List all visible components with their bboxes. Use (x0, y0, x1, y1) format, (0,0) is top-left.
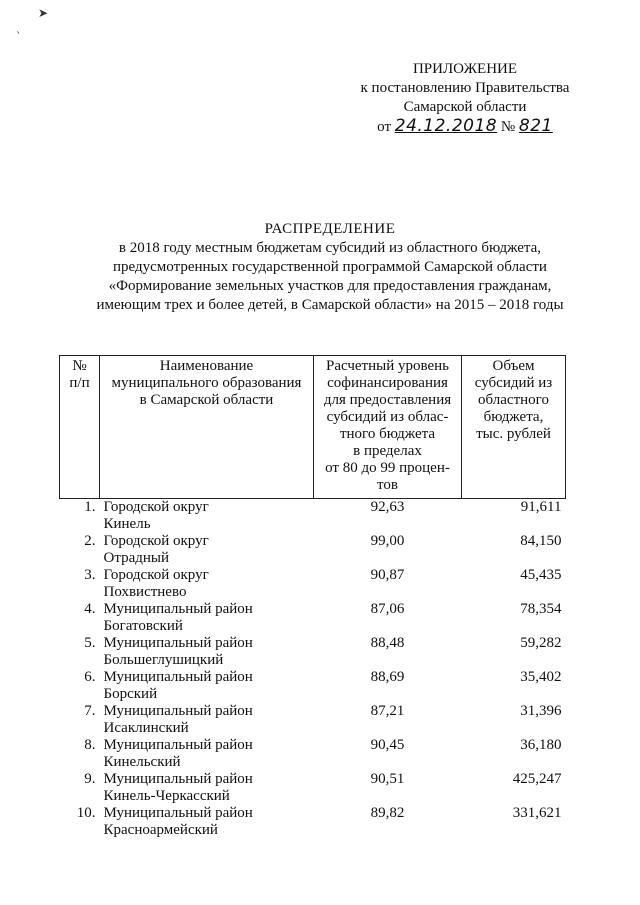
row-name: Муниципальный район Большеглушицкий (103, 635, 253, 668)
heading-line: имеющим трех и более детей, в Самарской области» на 2015 – 2018 годы (96, 297, 564, 313)
header-level: Расчетный уровень софинансирования для предоставления субсидий из облас- тного бюджета в пределах от 80 до 99 процен- тов (314, 356, 462, 499)
appendix-date-line (345, 117, 585, 137)
row-name: Городской округ Похвистнево (103, 567, 209, 600)
row-num: 5. (84, 635, 96, 651)
header-num: № п/п (60, 356, 100, 499)
row-volume: 84,150 (520, 533, 562, 549)
row-level: 87,06 (370, 601, 405, 617)
table-row (60, 669, 566, 703)
row-level: 99,00 (370, 533, 405, 549)
row-volume: 78,354 (520, 601, 562, 617)
scan-mark: ➤ (38, 6, 49, 20)
row-level: 87,21 (370, 703, 405, 719)
handwritten-date: 24.12.2018 (394, 116, 498, 136)
handwritten-number: 821 (518, 116, 553, 136)
distribution-table (59, 355, 566, 839)
table-row (60, 601, 566, 635)
row-name: Городской округ Отрадный (103, 533, 209, 566)
row-num: 9. (84, 771, 96, 787)
row-level: 89,82 (370, 805, 405, 821)
row-num: 3. (84, 567, 96, 583)
row-volume: 36,180 (520, 737, 562, 753)
row-level: 90,51 (370, 771, 405, 787)
row-level: 90,87 (370, 567, 405, 583)
row-level: 88,48 (370, 635, 405, 651)
row-level: 88,69 (370, 669, 405, 685)
row-name: Муниципальный район Исаклинский (103, 703, 253, 736)
row-num: 7. (84, 703, 96, 719)
row-name: Городской округ Кинель (103, 499, 209, 532)
row-name: Муниципальный район Борский (103, 669, 253, 702)
heading-title: РАСПРЕДЕЛЕНИЕ (264, 221, 396, 237)
header-name: Наименование муниципального образования в Самарской области (100, 356, 314, 499)
table-row (60, 771, 566, 805)
row-volume: 31,396 (520, 703, 562, 719)
table-header-row (60, 356, 566, 499)
heading-line: предусмотренных государственной программой Самарской области (113, 259, 547, 275)
table-row (60, 499, 566, 534)
row-name: Муниципальный район Кинель-Черкасский (103, 771, 253, 804)
table-row (60, 567, 566, 601)
row-name: Муниципальный район Богатовский (103, 601, 253, 634)
row-level: 90,45 (370, 737, 405, 753)
appendix-line: Самарской области (403, 99, 527, 115)
row-volume: 59,282 (520, 635, 562, 651)
table-row (60, 635, 566, 669)
table-row (60, 703, 566, 737)
heading-line: «Формирование земельных участков для предоставления гражданам, (108, 278, 552, 294)
row-volume: 35,402 (520, 669, 562, 685)
row-name: Муниципальный район Кинельский (103, 737, 253, 770)
document-heading (70, 220, 590, 315)
scan-mark: ˋ (16, 30, 22, 43)
header-volume: Объем субсидий из областного бюджета, тыс. рублей (462, 356, 566, 499)
row-volume: 331,621 (512, 805, 562, 821)
row-num: 8. (84, 737, 96, 753)
row-volume: 45,435 (520, 567, 562, 583)
row-num: 1. (84, 499, 96, 515)
appendix-line: к постановлению Правительства (360, 80, 570, 96)
heading-line: в 2018 году местным бюджетам субсидий из областного бюджета, (118, 240, 542, 256)
row-num: 6. (84, 669, 96, 685)
number-sign: № (500, 119, 516, 135)
table-row (60, 533, 566, 567)
date-prefix: от (377, 119, 391, 135)
row-num: 2. (84, 533, 96, 549)
appendix-title: ПРИЛОЖЕНИЕ (412, 61, 518, 77)
row-volume: 425,247 (512, 771, 562, 787)
appendix-block (345, 60, 585, 137)
table-row (60, 737, 566, 771)
row-volume: 91,611 (520, 499, 562, 515)
row-level: 92,63 (370, 499, 405, 515)
row-num: 4. (84, 601, 96, 617)
row-name: Муниципальный район Красноармейский (103, 805, 253, 838)
table-row (60, 805, 566, 839)
row-num: 10. (76, 805, 96, 821)
